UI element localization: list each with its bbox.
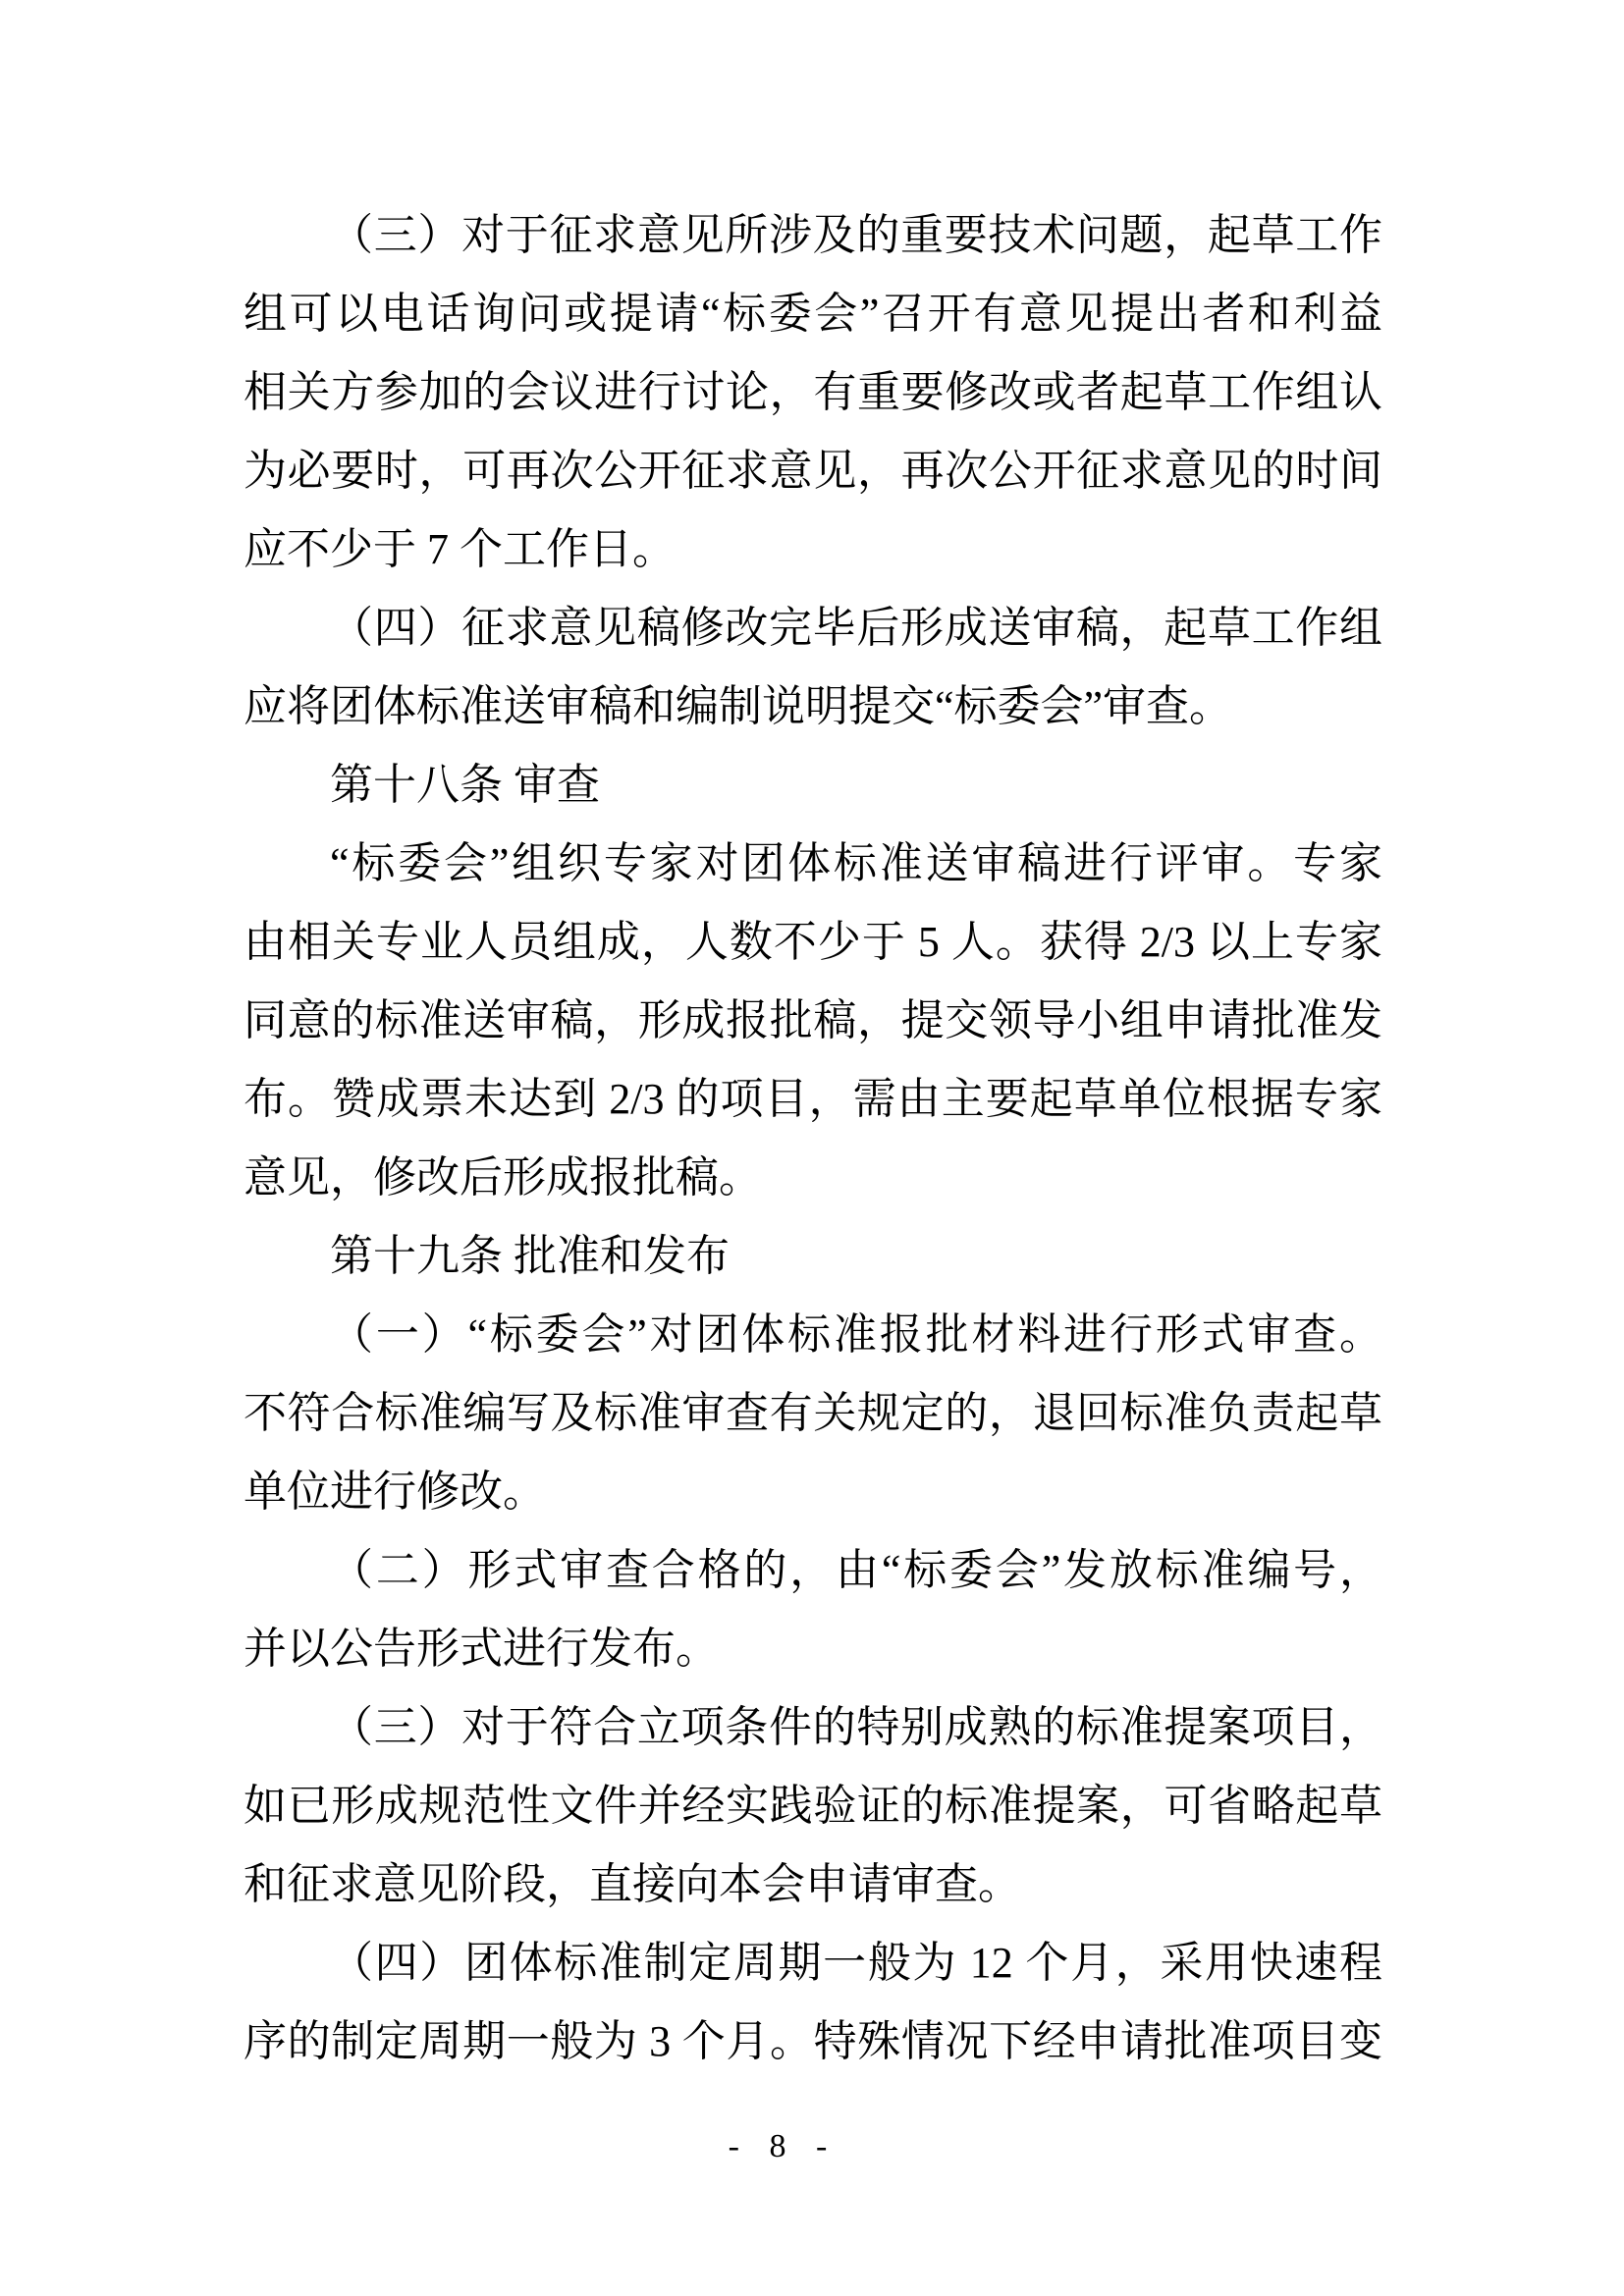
text-line: 组可以电话询问或提请“标委会”召开有意见提出者和利益 [244,290,1382,338]
document-body [244,196,1382,2081]
text-line: 应不少于 7 个工作日。 [244,525,676,573]
section-heading: 第十九条 批准和发布 [330,1232,730,1280]
text-line: 不符合标准编写及标准审查有关规定的，退回标准负责起草 [244,1389,1382,1437]
text-line: 布。赞成票未达到 2/3 的项目，需由主要起草单位根据专家 [244,1075,1382,1123]
text-line: （二）形式审查合格的，由“标委会”发放标准编号， [330,1546,1382,1594]
section-heading: 第十八条 审查 [330,761,600,809]
text-line: “标委会”组织专家对团体标准送审稿进行评审。专家 [330,839,1382,887]
text-line: （四）征求意见稿修改完毕后形成送审稿，起草工作组 [330,604,1382,652]
text-line: 为必要时，可再次公开征求意见，再次公开征求意见的时间 [244,447,1382,495]
text-line: （四）团体标准制定周期一般为 12 个月，采用快速程 [330,1939,1382,1987]
text-line: （三）对于征求意见所涉及的重要技术问题，起草工作 [330,211,1382,259]
text-line: （三）对于符合立项条件的特别成熟的标准提案项目， [330,1703,1382,1751]
text-line: 序的制定周期一般为 3 个月。特殊情况下经申请批准项目变 [244,2017,1382,2065]
text-line: （一）“标委会”对团体标准报批材料进行形式审查。 [330,1310,1382,1359]
text-line: 相关方参加的会议进行讨论，有重要修改或者起草工作组认 [244,368,1382,416]
text-line: 同意的标准送审稿，形成报批稿，提交领导小组申请批准发 [244,996,1382,1044]
text-line: 由相关专业人员组成，人数不少于 5 人。获得 2/3 以上专家 [244,918,1382,966]
text-line: 如已形成规范性文件并经实践验证的标准提案，可省略起草 [244,1782,1382,1830]
page-number: - 8 - [728,2128,828,2164]
text-line: 单位进行修改。 [244,1468,546,1516]
text-line: 意见，修改后形成报批稿。 [244,1153,762,1201]
text-line: 和征求意见阶段，直接向本会申请审查。 [244,1860,1021,1908]
text-line: 应将团体标准送审稿和编制说明提交“标委会”审查。 [244,682,1233,730]
text-line: 并以公告形式进行发布。 [244,1625,719,1673]
